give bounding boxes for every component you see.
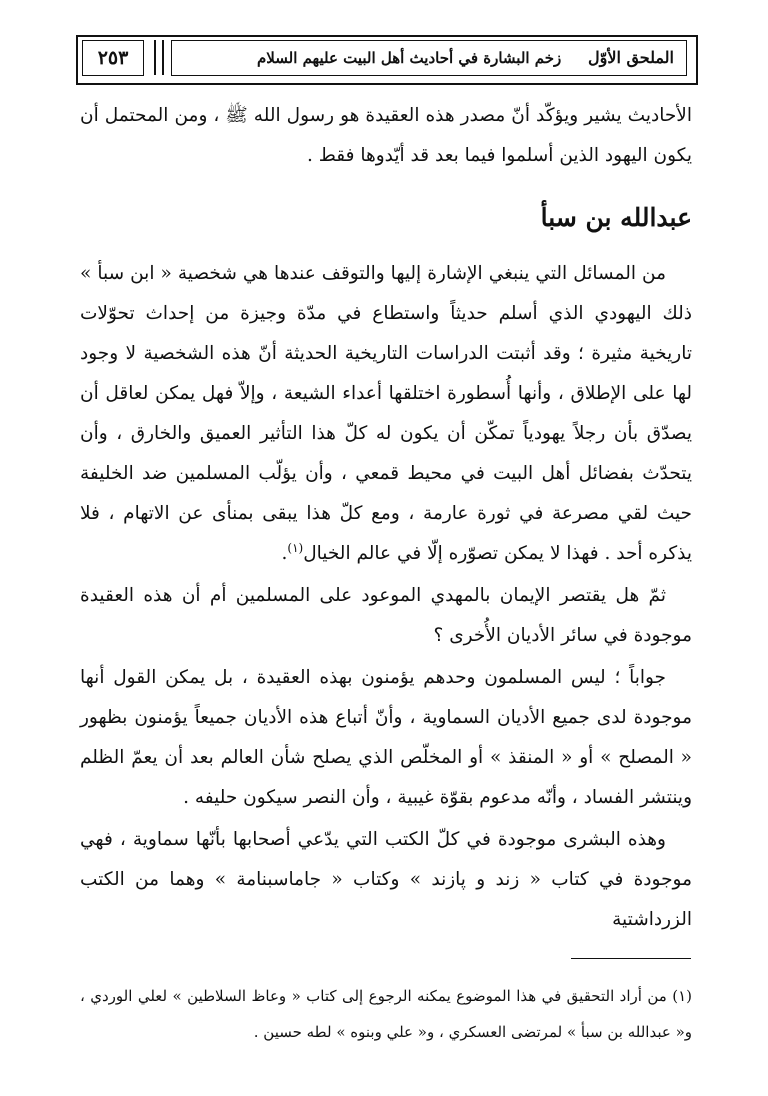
footnote-separator bbox=[571, 958, 691, 959]
paragraph-ibn-saba: من المسائل التي ينبغي الإشارة إليها والتوقف عندها هي شخصية « ابن سبأ » ذلك اليهودي الذي أسلم حديثاً واستطاع في مدّة وجيزة من إحداث تحوّلات تاريخية مثيرة ؛ وقد أثبتت الدراسات التاريخية الحديثة أنّ هذه الشخصية لا وجود لها على الإطلاق ، وأنها أُسطورة اختلقها أعداء الشيعة ، وإلاّ فهل يمكن لعاقل أن يصدّق بأن رجلاً يهودياً تمكّن أن يكون له كلّ هذا التأثير العميق والخارق ، وأن يتحدّث بفضائل أهل البيت في محيط قمعي ، وأن يؤلّب المسلمين ضد الخليفة حيث لقي مصرعة في ثورة عارمة ، ومع كلّ هذا يبقى بمنأى عن الاتهام ، فلا يذكره أحد . فهذا لا يمكن تصوّره إلّا في عالم الخيال$^{(١)}$. bbox=[80, 263, 692, 564]
paragraph-answer: جواباً ؛ ليس المسلمون وحدهم يؤمنون بهذه العقيدة ، بل يمكن القول أنها موجودة لدى جميع الأديان السماوية ، وأنّ أتباع هذه الأديان جميعاً يؤمنون بظهور « المصلح » أو « المنقذ » أو المخلّص الذي يصلح شأن العالم بعد أن يعمّ الظلم وينتشر الفساد ، وأنّه مدعوم بقوّة غيبية ، وأن النصر سيكون حليفه . bbox=[80, 667, 692, 808]
header-divider bbox=[162, 40, 164, 75]
page-header bbox=[76, 35, 696, 83]
header-title-box bbox=[171, 40, 687, 76]
footnote bbox=[80, 978, 692, 1050]
header-divider bbox=[154, 40, 156, 75]
page-number: ٢٥٣ bbox=[82, 40, 144, 76]
paragraph-question: ثمّ هل يقتصر الإيمان بالمهدي الموعود على المسلمين أم أن هذه العقيدة موجودة في سائر الأديان الأُخرى ؟ bbox=[80, 585, 692, 646]
paragraph-books: وهذه البشرى موجودة في كلّ الكتب التي يدّعي أصحابها بأنّها سماوية ، فهي موجودة في كتاب « زند و پازند » وكتاب « جاماسبنامة » وهما من الكتب الزرداشتية bbox=[80, 829, 692, 930]
paragraph-ibn-saba-text: من المسائل التي ينبغي الإشارة إليها والتوقف عندها هي شخصية « ابن سبأ » ذلك اليهودي الذي أسلم حديثاً واستطاع في مدّة وجيزة من إحداث تحوّلات تاريخية مثيرة ؛ وقد أثبتت الدراسات التاريخية الحديثة أنّ هذه الشخصية لا وجود لها على الإطلاق ، وأنها أُسطورة اختلقها أعداء الشيعة ، وإلاّ فهل يمكن لعاقل أن يصدّق بأن رجلاً يهودياً تمكّن أن يكون له كلّ هذا التأثير العميق والخارق ، وأن يتحدّث بفضائل أهل البيت في محيط قمعي ، وأن يؤلّب المسلمين ضد الخليفة حيث لقي مصرعة في ثورة عارمة ، ومع كلّ هذا يبقى بمنأى عن الاتهام ، فلا يذكره أحد . فهذا لا يمكن تصوّره إلّا في عالم الخيال bbox=[80, 263, 692, 564]
section-heading: عبدالله بن سبأ bbox=[540, 203, 692, 232]
page-body bbox=[80, 96, 692, 942]
running-title: زخم البشارة في أحاديث أهل البيت عليهم السلام bbox=[257, 49, 562, 67]
footnote-reference: (١) bbox=[287, 540, 304, 555]
paragraph-intro: الأحاديث يشير ويؤكّد أنّ مصدر هذه العقيدة هو رسول الله ﷺ ، ومن المحتمل أن يكون اليهود الذين أسلموا فيما بعد قد أيّدوها فقط . bbox=[80, 105, 692, 166]
section-title: الملحق الأوّل bbox=[587, 48, 674, 67]
footnote-text: (١) من أراد التحقيق في هذا الموضوع يمكنه الرجوع إلى كتاب « وعاظ السلاطين » لعلي الوردي ، و« عبدالله بن سبأ » لمرتضى العسكري ، و« علي وبنوه » لطه حسين . bbox=[80, 987, 692, 1041]
